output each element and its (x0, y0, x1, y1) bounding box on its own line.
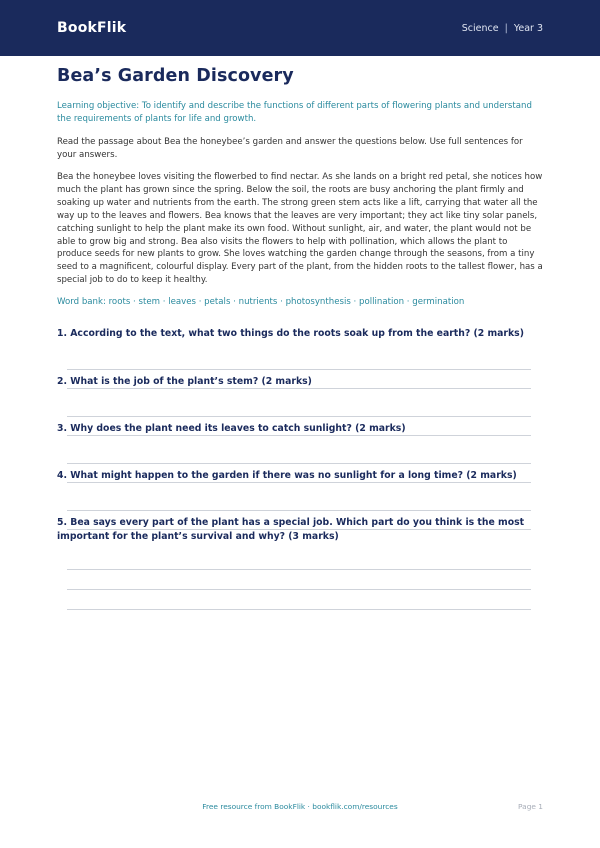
word-bank: Word bank: roots · stem · leaves · petals · nutrients · photosynthesis · pollination · germination (57, 297, 465, 308)
worksheet-content (57, 66, 543, 610)
meta-separator: | (504, 22, 508, 34)
answer-line (67, 510, 531, 511)
reading-passage: Bea the honeybee loves visiting the flowerbed to find nectar. As she lands on a bright red petal, she notices how much the plant has grown since the spring. Below the soil, the roots are busy anchoring the plant firmly and soaking up water and nutrients from the earth. The strong green stem acts like a lift, carrying that water all the way up to the leaves and flowers. Bea knows that the leaves are very important; they act like tiny solar panels, catching sunlight to help the plant make its own food. Without sunlight, air, and water, the plant would not be able to grow big and strong. Bea also visits the flowers to help with pollination, which allows the plant to produce seeds for new plants to grow. She loves watching the garden change through the seasons, from a tiny seed to a magnificent, colourful display. Every part of the plant, from the hidden roots to the tallest flower, has a special job to do to keep it healthy. (57, 172, 543, 286)
question-1: 1. According to the text, what two things do the roots soak up from the earth? (2 marks) (57, 328, 524, 340)
page-header (0, 0, 600, 56)
answer-line (67, 463, 531, 464)
learning-objective: Learning objective: To identify and describe the functions of different parts of flowering plants and understand the requirements of plants for life and growth. (57, 101, 532, 124)
instructions-text: Read the passage about Bea the honeybee’s garden and answer the questions below. Use full sentences for your answers. (57, 137, 523, 160)
footer-credit: Free resource from BookFlik · bookflik.com/resources (202, 802, 398, 811)
answer-line (67, 569, 531, 570)
year-label: Year 3 (513, 22, 543, 34)
brand-logo-text: BookFlik (57, 20, 127, 36)
page-title: Bea’s Garden Discovery (57, 66, 294, 86)
question-5: 5. Bea says every part of the plant has a special job. Which part do you think is the most important for the plant’s survival and why? (3 marks) (57, 517, 525, 543)
subject-label: Science (461, 22, 499, 34)
question-4: 4. What might happen to the garden if there was no sunlight for a long time? (2 marks) (57, 470, 517, 482)
answer-area-5[interactable] (67, 569, 531, 610)
answer-line (67, 609, 531, 610)
subject-year-label (462, 23, 543, 34)
question-2: 2. What is the job of the plant’s stem? (2 marks) (57, 376, 312, 388)
answer-line (67, 416, 531, 417)
page-number: Page 1 (518, 802, 543, 811)
answer-line (67, 369, 531, 370)
question-3: 3. Why does the plant need its leaves to catch sunlight? (2 marks) (57, 423, 406, 435)
answer-line (67, 589, 531, 590)
